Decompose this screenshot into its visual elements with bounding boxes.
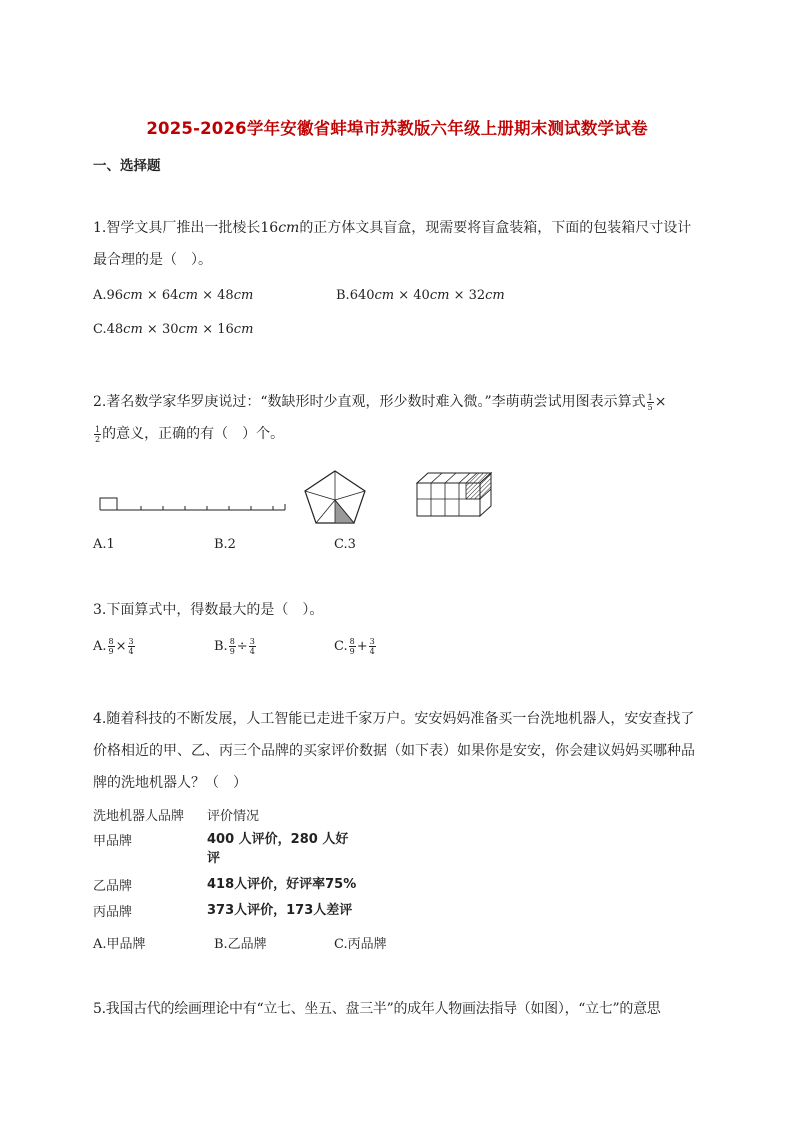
table-header-brand: 洗地机器人品牌 — [93, 809, 185, 824]
q2-option-c[interactable]: C.3 — [334, 537, 356, 552]
q2-figure-line-segment — [99, 494, 289, 518]
q2-option-b[interactable]: B.2 — [214, 537, 236, 552]
question-2-stem — [93, 386, 705, 450]
q2-times-sign: × — [654, 394, 667, 410]
table-row-eval-jia: 400 人评价，280 人好评 — [207, 832, 349, 866]
table-row-eval-yi: 418人评价，好评率75% — [207, 877, 357, 892]
q1-text-a: 1.智学文具厂推出一批棱长 — [93, 220, 261, 236]
q1-num: 16 — [260, 220, 279, 236]
q3-option-a[interactable]: A. $\frac{8}{9}$ × $\frac{3}{4}$ — [93, 637, 134, 656]
q1-option-c[interactable]: C.48cm × 30cm × 16cm — [93, 322, 254, 337]
q2-text-a: 2.著名数学家华罗庚说过：“数缺形时少直观，形少数时难入微。”李萌萌尝试用图表示算式 — [93, 394, 646, 410]
table-row-brand-jia: 甲品牌 — [93, 834, 133, 849]
table-row-eval-bing: 373人评价，173人差评 — [207, 903, 353, 918]
q2-text-b: 的意义，正确的有（ ）个。 — [102, 426, 285, 442]
q2-figure-cuboid — [414, 470, 494, 520]
q1-option-b[interactable]: B.640cm × 40cm × 32cm — [336, 288, 505, 303]
q4-option-b[interactable]: B.乙品牌 — [214, 937, 267, 952]
question-3-stem: 3.下面算式中，得数最大的是（ ）。 — [93, 602, 324, 618]
question-4-stem: 4.随着科技的不断发展，人工智能已走进千家万户。安安妈妈准备买一台洗地机器人，安安查找了价格相近的甲、乙、丙三个品牌的买家评价数据（如下表）如果你是安安，你会建议妈妈买哪种品牌的洗地机器人？（ ） — [93, 711, 695, 791]
table-row-brand-bing: 丙品牌 — [93, 905, 133, 920]
q4-option-a[interactable]: A.甲品牌 — [93, 937, 146, 952]
q3-option-c[interactable]: C. $\frac{8}{9}$ + $\frac{3}{4}$ — [334, 637, 375, 656]
q1-text-b: 的正方体文具盲盒，现需要将盲盒装箱，下面的包装箱尺寸设计最合理的是（ ）。 — [93, 220, 692, 268]
q3-option-b[interactable]: B. $\frac{8}{9}$ ÷ $\frac{3}{4}$ — [214, 637, 255, 656]
q1-unit: cm — [278, 220, 300, 236]
document-title: 2025-2026学年安徽省蚌埠市苏教版六年级上册期末测试数学试卷 — [146, 119, 648, 138]
table-row-brand-yi: 乙品牌 — [93, 879, 133, 894]
question-5-stem: 5.我国古代的绘画理论中有“立七、坐五、盘三半”的成年人物画法指导（如图），“立七”的意思 — [93, 1001, 661, 1017]
q2-figure-pentagon — [303, 469, 367, 525]
q2-fraction-one-half: $\frac{1}{2}$ — [95, 424, 101, 444]
q4-option-c[interactable]: C.丙品牌 — [334, 937, 387, 952]
table-header-eval: 评价情况 — [207, 809, 260, 824]
section-heading-choice: 一、选择题 — [93, 158, 161, 174]
question-1-stem — [93, 212, 705, 276]
q1-option-a[interactable]: A.96cm × 64cm × 48cm — [93, 288, 254, 303]
q2-fraction-one-fifth: $\frac{1}{5}$ — [647, 392, 653, 412]
q2-option-a[interactable]: A.1 — [93, 537, 115, 552]
